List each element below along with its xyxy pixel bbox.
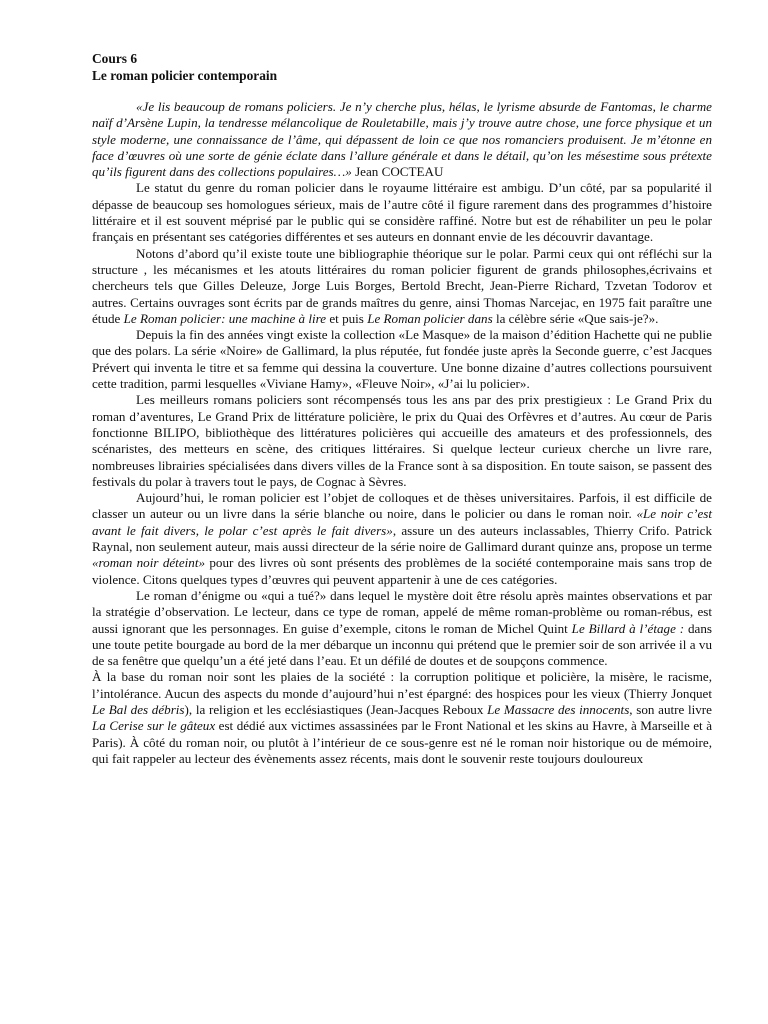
book-title: Le Bal des débris	[92, 701, 185, 717]
book-title: La Cerise sur le gâteux	[92, 718, 216, 734]
text-span: la célèbre série «Que sais-je?».	[492, 310, 659, 326]
document-title: Le roman policier contemporain	[92, 68, 278, 83]
text-span: Notons d’abord qu’il existe toute une bibliographie théorique sur le polar. Parmi ceux qui ont réfléchi sur la structure , les mécanismes et les atouts littéraires du roman policier figurent de grands philosophes,écrivains et chercheurs tels que Gilles Deleuze, Jorge Luis Borges, Bertold Brecht, Jean-Pierre Richard, Tzvetan Todorov et autres. Certains ouvrages sont écrits par de grands maîtres du genre, ainsi Thomas Narcejac, en 1975 fait paraître une étude	[92, 245, 712, 326]
text-span: dans une toute petite bourgade au bord de la mer débarque un inconnu qui prétend que le premier soir de son arrivée il a vu de sa fenêtre que quelqu’un a été jeté dans l’eau. Et un défilé de doutes et de soupçons commence.	[92, 620, 712, 669]
paragraph-bibliographie	[92, 246, 712, 327]
course-label: Cours 6	[92, 51, 138, 66]
paragraph-aujourdhui	[92, 490, 712, 588]
quote-text: «Je lis beaucoup de romans policiers. Je n’y cherche plus, hélas, le lyrisme absurde de Fantomas, le charme naïf d’Arsène Lupin, la tendresse mélancolique de Rouletabille, mais j’y trouve autre chose, une force physique et un style moderne, une connaissance de l’âme, qui dépassent de loin ce que nos romanciers produisent. Je m’étonne en face d’œuvres où une sorte de génie éclate dans l’allure générale et dans le détail, qu’on les mésestime sous prétexte qu’ils figurent dans des collections populaires…»	[92, 99, 712, 180]
text-span: Le roman d’énigme ou «qui a tué?» dans lequel le mystère doit être résolu après maintes observations et par la stratégie d’observation. Le lecteur, dans ce type de roman, appelé de même roman-problème ou roman-rébus, est aussi ignorant que les personnages. En guise d’exemple, citons le roman de Michel Quint	[92, 587, 712, 636]
text-span: , assure un des auteurs inclassables, Thierry Crifo. Patrick Raynal, non seulement auteur, mais aussi directeur de la série noire de Gallimard durant quinze ans, propose un terme	[92, 522, 712, 555]
inline-quote: «roman noir déteint»	[92, 555, 205, 571]
text-span: , son autre livre	[629, 701, 712, 717]
paragraph-statut: Le statut du genre du roman policier dans le royaume littéraire est ambigu. D’un côté, par sa popularité il dépasse de beaucoup ses homologues sérieux, mais de l’autre côté il figure rarement dans des programmes d’histoire littéraire et il est souvent méprisé par le public qui se considère raffiné. Notre but est de réhabiliter un peu le polar français en présentant ses catégories différentes et ses auteurs en donnant envie de les découvrir davantage.	[92, 180, 712, 245]
text-span: ), la religion et les ecclésiastiques (Jean-Jacques Reboux	[184, 701, 488, 717]
inline-quote: «Le noir c’est avant le fait divers, le polar c’est après le fait divers»	[92, 506, 712, 538]
text-span: est dédié aux victimes assassinées par le Front National et les skins au Havre, à Marseille et à Paris). À côté du roman noir, ou plutôt à l’intérieur de ce sous-genre est né le roman noir historique ou de mémoire, qui fait rappeler au lecteur des évènements assez récents, mais dont le souvenir reste toujours douloureux	[92, 718, 713, 766]
book-title: Le Roman policier: une machine à lire	[123, 310, 327, 326]
text-span: pour des livres où sont présents des problèmes de la société contemporaine mais sans trop de violence. Citons quelques types d’œuvres qui peuvent appartenir à une de ces catégories.	[92, 555, 712, 587]
document-page	[92, 50, 712, 767]
quote-author: Jean COCTEAU	[351, 164, 444, 180]
book-title: Le Roman policier dans	[367, 310, 493, 326]
paragraph-collections: Depuis la fin des années vingt existe la collection «Le Masque» de la maison d’édition Hachette qui ne publie que des polars. La série «Noire» de Gallimard, la plus réputée, fut fondée juste après la Seconde guerre, c’est Jacques Prévert qui inventa le titre et sa femme qui dessina la couverture. Une bonne dizaine d’autres collections poursuivent cette tradition, parmi lesquelles «Viviane Hamy», «Fleuve Noir», «J’ai lu policier».	[92, 327, 712, 392]
text-span: Aujourd’hui, le roman policier est l’objet de colloques et de thèses universitaires. Parfois, il est difficile de classer un auteur ou un livre dans la série blanche ou noire, dans le policier ou dans le roman noir.	[92, 490, 712, 522]
paragraph-roman-noir	[92, 669, 712, 767]
paragraph-prix: Les meilleurs romans policiers sont récompensés tous les ans par des prix prestigieux : Le Grand Prix du roman d’aventures, Le Grand Prix de littérature policière, le prix du Quai des Orfèvres et d’autres. Au cœur de Paris fonctionne BILIPO, bibliothèque des littératures policières qui accueille des amateurs et des professionnels, des scénaristes, des metteurs en scène, des critiques littéraires. Si quelque lecteur curieux cherche un livre rare, nombreuses librairies spécialisées dans divers villes de la France sont à sa disposition. En toute saison, se passent des festivals du polar à travers tout le pays, de Cognac à Sèvres.	[92, 392, 712, 489]
book-title: Le Billard à l’étage :	[571, 620, 685, 636]
epigraph-quote	[92, 99, 712, 180]
book-title: Le Massacre des innocents	[487, 701, 630, 717]
text-span: et puis	[326, 310, 368, 326]
text-span: À la base du roman noir sont les plaies de la société : la corruption politique et policière, la misère, le racisme, l’intolérance. Aucun des aspects du monde d’aujourd’hui n’est épargné: des hospices pour les vieux (Thierry Jonquet	[92, 669, 712, 701]
paragraph-enigme	[92, 588, 712, 669]
